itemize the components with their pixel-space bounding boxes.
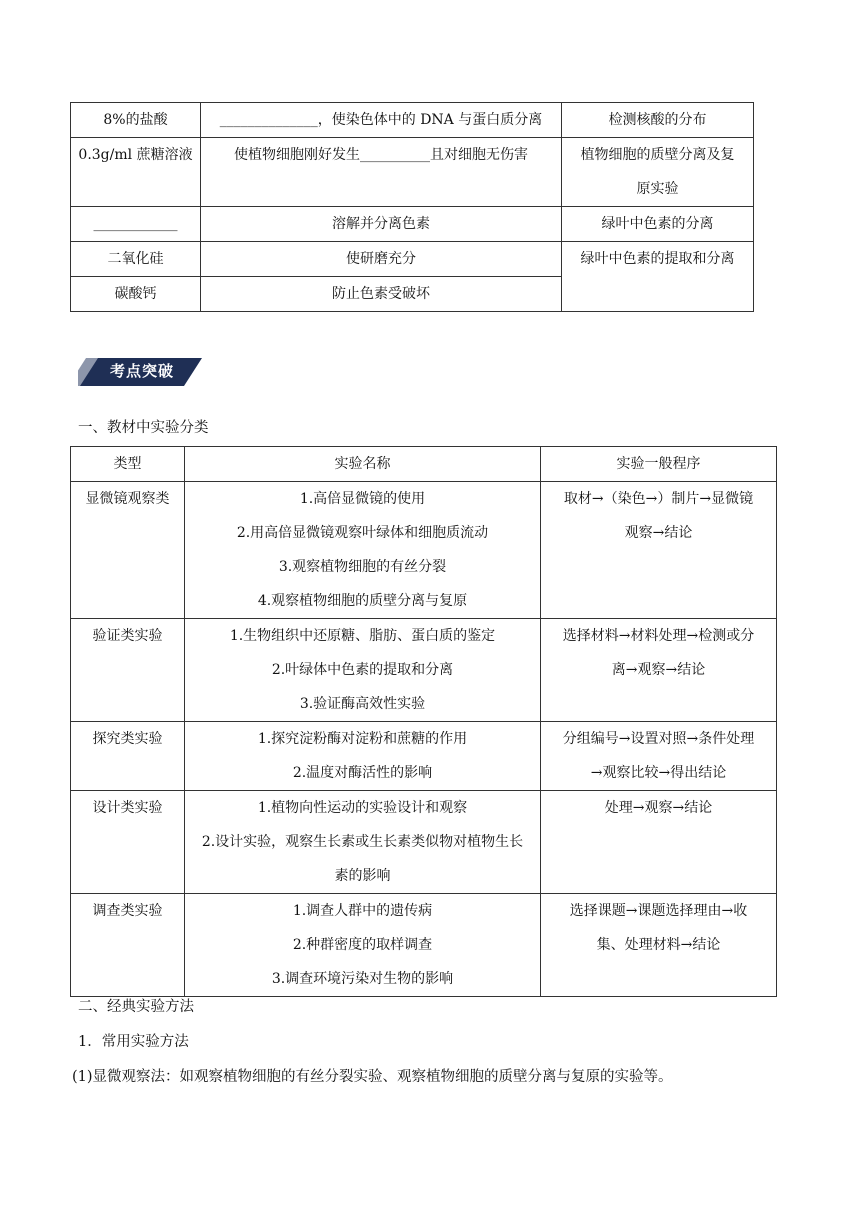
experiment-name: 1.高倍显微镜的使用	[299, 491, 426, 507]
type-cell: 验证类实验	[71, 619, 185, 722]
experiment-names-cell	[185, 482, 541, 619]
experiment-name: 1.植物向性运动的实验设计和观察	[257, 800, 468, 816]
table-row	[71, 894, 777, 997]
experiment-cell: 绿叶中色素的分离	[562, 207, 754, 242]
procedure-cell	[541, 894, 777, 997]
purpose-cell: 溶解并分离色素	[201, 207, 562, 242]
procedure-line: 选择材料→材料处理→检测或分	[562, 628, 755, 644]
experiment-names-cell	[185, 791, 541, 894]
header-cell: 实验一般程序	[541, 447, 777, 482]
purpose-cell: 使植物细胞刚好发生__________且对细胞无伤害	[201, 138, 562, 207]
experiment-classification-table	[70, 446, 777, 997]
table-row	[71, 619, 777, 722]
procedure-line: →观察比较→得出结论	[590, 765, 727, 781]
experiment-line: 原实验	[636, 181, 679, 197]
experiment-names-cell	[185, 722, 541, 791]
experiment-cell: 检测核酸的分布	[562, 103, 754, 138]
procedure-line: 处理→观察→结论	[604, 800, 713, 816]
procedure-line: 选择课题→课题选择理由→收	[569, 903, 748, 919]
purpose-cell: 防止色素受破坏	[201, 277, 562, 312]
procedure-cell	[541, 619, 777, 722]
reagent-cell: 二氧化硅	[71, 242, 201, 277]
experiment-name: 3.验证酶高效性实验	[299, 696, 426, 712]
experiment-name: 2.用高倍显微镜观察叶绿体和细胞质流动	[236, 525, 489, 541]
table-row	[71, 207, 754, 242]
experiment-names-cell	[185, 619, 541, 722]
experiment-cell: 绿叶中色素的提取和分离	[562, 242, 754, 312]
paragraph: (1)显微观察法：如观察植物细胞的有丝分裂实验、观察植物细胞的质壁分离与复原的实验等。	[72, 1069, 673, 1085]
procedure-line: 离→观察→结论	[611, 662, 706, 678]
experiment-name: 1.调查人群中的遗传病	[292, 903, 433, 919]
table-row	[71, 791, 777, 894]
experiment-name: 1.探究淀粉酶对淀粉和蔗糖的作用	[257, 731, 468, 747]
section-heading: 一、教材中实验分类	[78, 420, 209, 436]
section-badge	[78, 356, 202, 386]
badge-label: 考点突破	[109, 362, 174, 380]
procedure-line: 集、处理材料→结论	[596, 937, 721, 953]
experiment-name: 3.调查环境污染对生物的影响	[271, 971, 454, 987]
table-row	[71, 138, 754, 207]
procedure-line: 观察→结论	[624, 525, 693, 541]
procedure-line: 取材→（染色→）制片→显微镜	[563, 491, 754, 507]
table-row	[71, 103, 754, 138]
reagent-cell: 8%的盐酸	[71, 103, 201, 138]
experiment-name: 1.生物组织中还原糖、脂肪、蛋白质的鉴定	[229, 628, 496, 644]
experiment-name: 4.观察植物细胞的质壁分离与复原	[257, 593, 468, 609]
table-row	[71, 242, 754, 277]
header-cell: 实验名称	[185, 447, 541, 482]
experiment-name: 2.温度对酶活性的影响	[292, 765, 433, 781]
table-header-row	[71, 447, 777, 482]
experiment-name: 2.种群密度的取样调查	[292, 937, 433, 953]
experiment-line: 植物细胞的质壁分离及复	[580, 147, 735, 163]
reagent-cell: 0.3g/ml 蔗糖溶液	[71, 138, 201, 207]
subsection-heading: 1．常用实验方法	[78, 1034, 189, 1050]
purpose-cell: 使研磨充分	[201, 242, 562, 277]
procedure-cell	[541, 722, 777, 791]
experiment-cell	[562, 138, 754, 207]
type-cell: 探究类实验	[71, 722, 185, 791]
reagent-cell: 碳酸钙	[71, 277, 201, 312]
reagent-cell: ____________	[71, 207, 201, 242]
experiment-name: 2.叶绿体中色素的提取和分离	[271, 662, 454, 678]
experiment-name: 3.观察植物细胞的有丝分裂	[278, 559, 447, 575]
header-cell: 类型	[71, 447, 185, 482]
type-cell: 显微镜观察类	[71, 482, 185, 619]
table-row	[71, 482, 777, 619]
experiment-name: 2.设计实验，观察生长素或生长素类似物对植物生长	[201, 834, 524, 850]
table-row	[71, 722, 777, 791]
procedure-cell	[541, 482, 777, 619]
type-cell: 设计类实验	[71, 791, 185, 894]
reagent-table	[70, 102, 754, 312]
experiment-name: 素的影响	[334, 868, 391, 884]
section-heading: 二、经典实验方法	[78, 999, 194, 1015]
purpose-cell: ______________，使染色体中的 DNA 与蛋白质分离	[201, 103, 562, 138]
procedure-cell	[541, 791, 777, 894]
procedure-line: 分组编号→设置对照→条件处理	[562, 731, 755, 747]
experiment-names-cell	[185, 894, 541, 997]
type-cell: 调查类实验	[71, 894, 185, 997]
